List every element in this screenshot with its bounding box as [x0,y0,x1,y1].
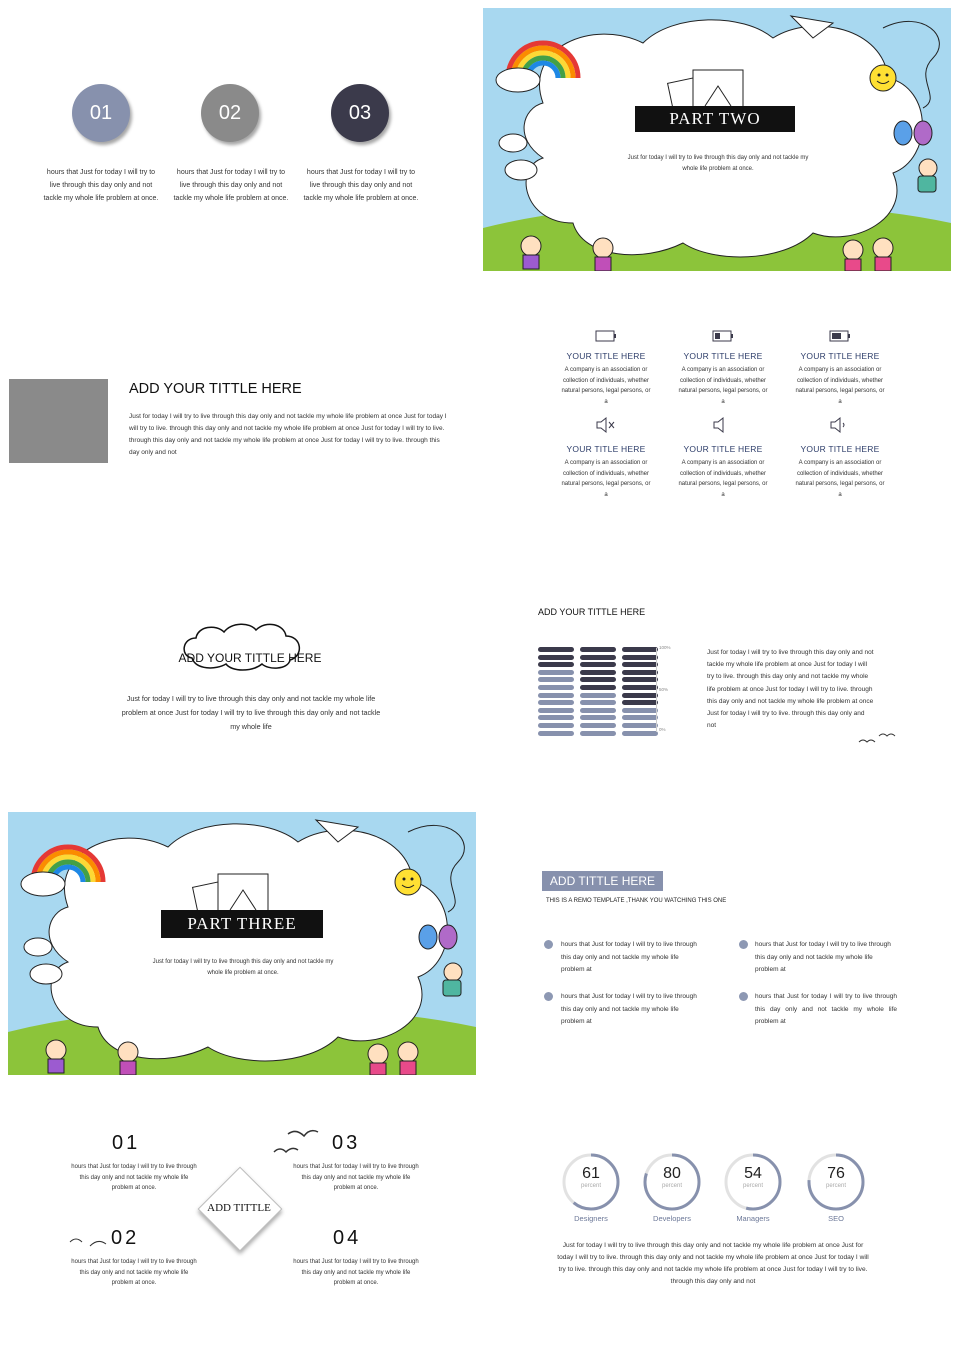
slide-part-three [8,812,476,1075]
kids-cloud-illustration [8,812,476,1075]
matrix-bar [538,731,574,736]
part-two-text: Just for today I will try to live through this day only and not tackle my whole life problem at once. [627,155,809,172]
circle-01: 01 [72,84,130,142]
stat-label: Designers [574,1214,608,1223]
matrix-bar [538,715,574,720]
scale-50: 50% [659,687,669,692]
matrix-bar [622,670,658,675]
bullet-dot [739,940,748,949]
birds-icon [66,1226,116,1256]
stat-value: 61 [582,1165,600,1182]
matrix-bar [622,731,658,736]
slide3-text: Just for today I will try to live through this day only and not tackle my whole life problem at once Just for today I will try to live. through this day only and not tackle my whole life problem at once Just for today I will try to live. through this day only and not tackle my whole life problem at once Just for today I will try to live. through this day only and not [129,413,447,456]
matrix-bar [622,655,658,660]
matrix-bar [538,708,574,713]
icon-item-6-text: A company is an association or collection of individuals, whether natural persons, legal persons, or a [795,460,885,498]
matrix-bar [580,693,616,698]
item-03-num: 03 [332,1132,361,1154]
bullet-dot [739,992,748,1001]
matrix-bar [622,715,658,720]
matrix-bar [622,662,658,667]
matrix-bar [538,723,574,728]
slide8-title: ADD TITTLE HERE [542,871,663,891]
matrix-bar [580,708,616,713]
stat-sub: percent [661,1183,682,1189]
speaker-low-icon [829,416,851,434]
matrix-bar [622,700,658,705]
slide-title-square [8,286,478,550]
stat-sub: percent [742,1183,763,1189]
icon-item-3-title: YOUR TITLE HERE [800,351,880,361]
stats-rings [483,1086,953,1236]
battery-low-icon [712,330,734,342]
icon-item-4-title: YOUR TITLE HERE [566,444,646,454]
slide6-text: Just for today I will try to live through this day only and not tackle my whole life problem at once Just for today I will try to live. through this day only and not tackle my whole life problem at once Just for today I will try to live. through this day only and not tackle my whole life problem at once Just for today I will try to live. through this day only and not [707,649,874,730]
matrix-bar [580,677,616,682]
item-04-num: 04 [333,1227,362,1249]
battery-empty-icon [595,330,617,342]
matrix-bar [538,655,574,660]
icon-item-5-title: YOUR TITLE HERE [683,444,763,454]
item-02-text: hours that Just for today I will try to live through this day only and not tackle my whole life problem at once. [71,1259,197,1286]
item-01-num: 01 [112,1132,141,1154]
bullet-4-text: hours that Just for today I will try to live through this day only and not tackle my whole life problem at [755,993,897,1025]
battery-half-icon [829,330,851,342]
slide3-title: ADD YOUR TITTLE HERE [129,381,302,397]
matrix-bar [622,647,658,652]
slide-part-two [483,8,951,271]
birds-icon [268,1126,328,1162]
matrix-bar [538,700,574,705]
slide-icon-grid [483,286,953,550]
matrix-bar [538,677,574,682]
slide8-subtitle: THIS IS A REMO TEMPLATE ,THANK YOU WATCHING THIS ONE [546,898,727,904]
matrix-bar [580,685,616,690]
slide-numbered-circles [8,8,478,272]
matrix-bar [580,715,616,720]
kids-cloud-illustration [483,8,951,271]
item-01-text: hours that Just for today I will try to live through this day only and not tackle my whole life problem at once. [71,1164,197,1191]
matrix-bar [538,670,574,675]
icon-item-6-title: YOUR TITLE HERE [800,444,880,454]
stat-sub: percent [825,1183,846,1189]
icon-item-3-text: A company is an association or collection of individuals, whether natural persons, legal persons, or a [795,367,885,405]
bullet-1-text: hours that Just for today I will try to live through this day only and not tackle my whole life problem at [561,941,697,973]
slide-bar-matrix [483,550,953,814]
slide-diamond [8,1086,478,1350]
matrix-bar [580,662,616,667]
circle-02-text: hours that Just for today I will try to live through this day only and not tackle my whole life problem at once. [173,169,289,202]
item-03-text: hours that Just for today I will try to live through this day only and not tackle my whole life problem at once. [293,1164,419,1191]
slide-cloud-title [8,550,478,814]
matrix-bar [580,700,616,705]
matrix-bar [580,647,616,652]
speaker-icon [712,416,734,434]
bullet-dot [544,992,553,1001]
part-three-title: PART THREE [161,910,323,938]
circle-03-text: hours that Just for today I will try to live through this day only and not tackle my whole life problem at once. [303,169,419,202]
circle-02: 02 [201,84,259,142]
circle-03: 03 [331,84,389,142]
stat-sub: percent [580,1183,601,1189]
icon-item-1-text: A company is an association or collection of individuals, whether natural persons, legal persons, or a [561,367,651,405]
matrix-bar [622,708,658,713]
diamond-label: ADD TITTLE [207,1202,271,1214]
item-02-num: 02 [111,1227,140,1249]
matrix-bar [580,723,616,728]
birds-icon [857,730,897,750]
part-three-text: Just for today I will try to live through this day only and not tackle my whole life problem at once. [152,959,334,976]
matrix-bar [622,677,658,682]
icon-item-1-title: YOUR TITLE HERE [566,351,646,361]
bullet-dot [544,940,553,949]
icon-item-2-title: YOUR TITLE HERE [683,351,763,361]
stat-label: SEO [828,1214,844,1223]
item-04-text: hours that Just for today I will try to live through this day only and not tackle my whole life problem at once. [293,1259,419,1286]
slide-stats [483,1086,953,1350]
slide-bullets [483,812,953,1076]
bullet-2-text: hours that Just for today I will try to live through this day only and not tackle my whole life problem at [755,941,891,973]
stat-value: 76 [827,1165,845,1182]
slide5-title: ADD YOUR TITTLE HERE [178,651,322,665]
matrix-bar [580,731,616,736]
stat-label: Developers [653,1214,691,1223]
scale-100: 100% [659,645,671,650]
icon-item-4-text: A company is an association or collection of individuals, whether natural persons, legal persons, or a [561,460,651,498]
scale-axis [656,648,657,732]
part-two-title: PART TWO [635,106,795,132]
stat-value: 80 [663,1165,681,1182]
matrix-bar [538,693,574,698]
speaker-mute-icon [595,416,617,434]
matrix-bar [622,685,658,690]
grey-image-placeholder [9,379,108,463]
circle-01-text: hours that Just for today I will try to live through this day only and not tackle my whole life problem at once. [43,169,159,202]
matrix-bar [622,693,658,698]
scale-0: 0% [659,727,666,732]
slide10-text: Just for today I will try to live through this day only and not tackle my whole life problem at once Just for today I will try to live. through this day only and not tackle my whole life problem at once Just for today I will try to live. through this day only and not tackle my whole life problem at once Just for today I will try to live. through this day only and not [557,1242,869,1285]
stat-label: Managers [736,1214,770,1223]
matrix-bar [538,685,574,690]
bullet-3-text: hours that Just for today I will try to live through this day only and not tackle my whole life problem at [561,993,697,1025]
matrix-bar [580,670,616,675]
matrix-bar [538,647,574,652]
matrix-bar [622,723,658,728]
icon-item-2-text: A company is an association or collection of individuals, whether natural persons, legal persons, or a [678,367,768,405]
stat-value: 54 [744,1165,762,1182]
bar-matrix [538,647,663,737]
slide5-text: Just for today I will try to live through this day only and not tackle my whole life problem at once Just for today I will try to live through this day only and not tackle my whole life [121,694,381,731]
matrix-bar [538,662,574,667]
icon-item-5-text: A company is an association or collection of individuals, whether natural persons, legal persons, or a [678,460,768,498]
matrix-bar [580,655,616,660]
slide6-title: ADD YOUR TITTLE HERE [538,607,646,617]
